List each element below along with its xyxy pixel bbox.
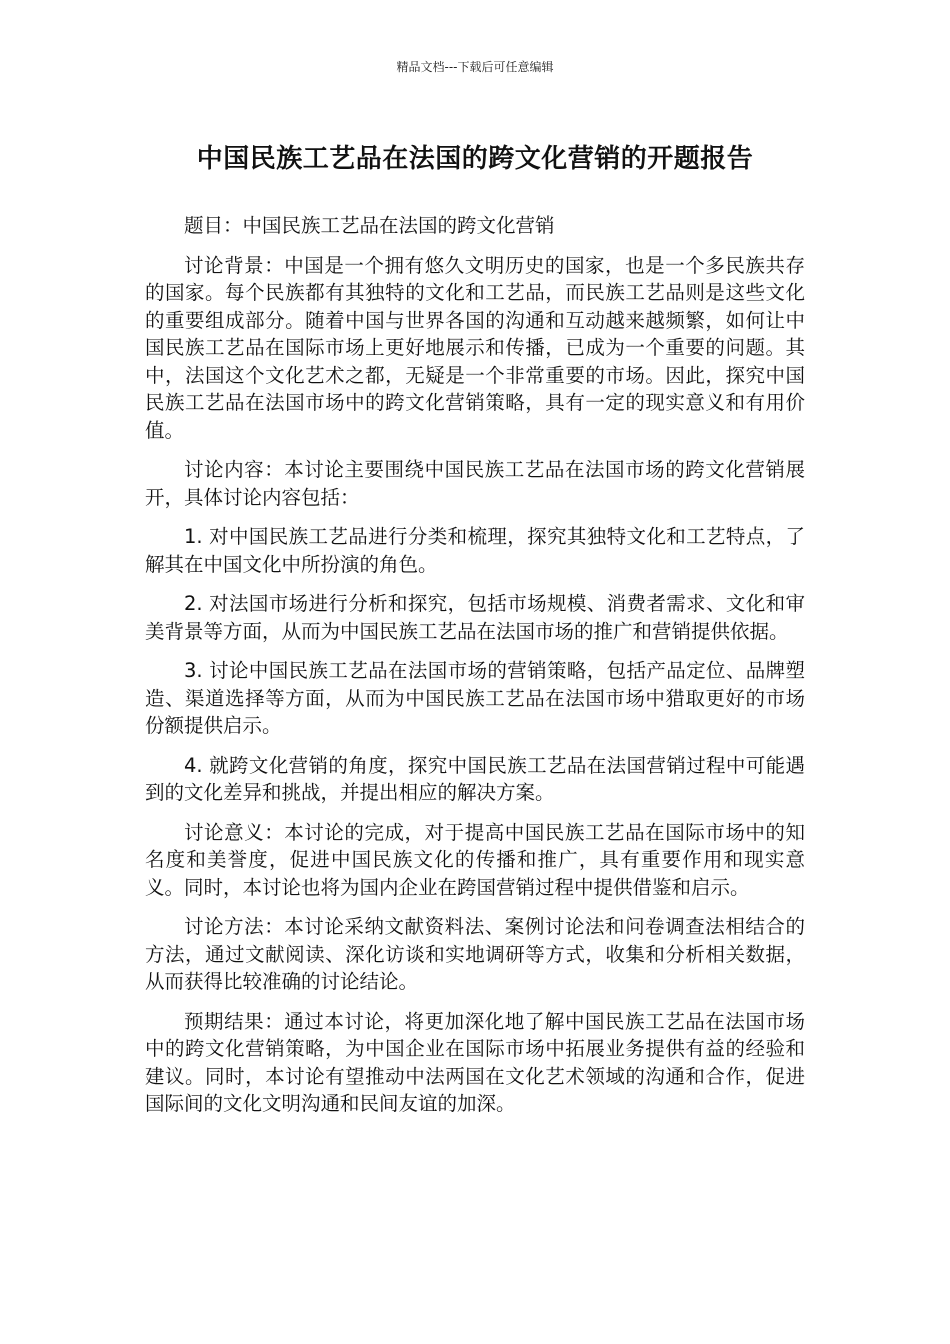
paragraph-content-intro: 讨论内容：本讨论主要围绕中国民族工艺品在法国市场的跨文化营销展开，具体讨论内容包括： (145, 458, 805, 509)
paragraph-background: 讨论背景：中国是一个拥有悠久文明历史的国家，也是一个多民族共存的国家。每个民族都有其独特的文化和工艺品，而民族工艺品则是这些文化的重要组成部分。随着中国与世界各国的沟通和互动越来越频繁，如何让中国民族工艺品在国际市场上更好地展示和传播，已成为一个重要的问题。其中，法国这个文化艺术之都，无疑是一个非常重要的市场。因此，探究中国民族工艺品在法国市场中的跨文化营销策略，具有一定的现实意义和有用价值。 (145, 253, 805, 442)
paragraph-expected-results: 预期结果：通过本讨论，将更加深化地了解中国民族工艺品在法国市场中的跨文化营销策略，为中国企业在国际市场中拓展业务提供有益的经验和建议。同时，本讨论有望推动中法两国在文化艺术领域的沟通和合作，促进国际间的文化文明沟通和民间友谊的加深。 (145, 1009, 805, 1115)
paragraph-content-item-1: 1. 对中国民族工艺品进行分类和梳理，探究其独特文化和工艺特点，了解其在中国文化中所扮演的角色。 (145, 525, 805, 576)
paragraph-significance: 讨论意义：本讨论的完成，对于提高中国民族工艺品在国际市场中的知名度和美誉度，促进中国民族文化的传播和推广，具有重要作用和现实意义。同时，本讨论也将为国内企业在跨国营销过程中提供借鉴和启示。 (145, 820, 805, 899)
paragraph-topic: 题目：中国民族工艺品在法国的跨文化营销 (184, 214, 555, 237)
header-note: 精品文档---下载后可任意编辑 (396, 60, 554, 74)
paragraph-content-item-3: 3. 讨论中国民族工艺品在法国市场的营销策略，包括产品定位、品牌塑造、渠道选择等方面，从而为中国民族工艺品在法国市场中猎取更好的市场份额提供启示。 (145, 659, 805, 737)
paragraph-methods: 讨论方法：本讨论采纳文献资料法、案例讨论法和问卷调查法相结合的方法，通过文献阅读、深化访谈和实地调研等方式，收集和分析相关数据，从而获得比较准确的讨论结论。 (145, 915, 805, 993)
document-title: 中国民族工艺品在法国的跨文化营销的开题报告 (196, 144, 754, 174)
document-body (145, 212, 805, 1130)
paragraph-content-item-2: 2. 对法国市场进行分析和探究，包括市场规模、消费者需求、文化和审美背景等方面，从而为中国民族工艺品在法国市场的推广和营销提供依据。 (145, 592, 805, 643)
paragraph-content-item-4: 4. 就跨文化营销的角度，探究中国民族工艺品在法国营销过程中可能遇到的文化差异和挑战，并提出相应的解决方案。 (145, 753, 805, 804)
